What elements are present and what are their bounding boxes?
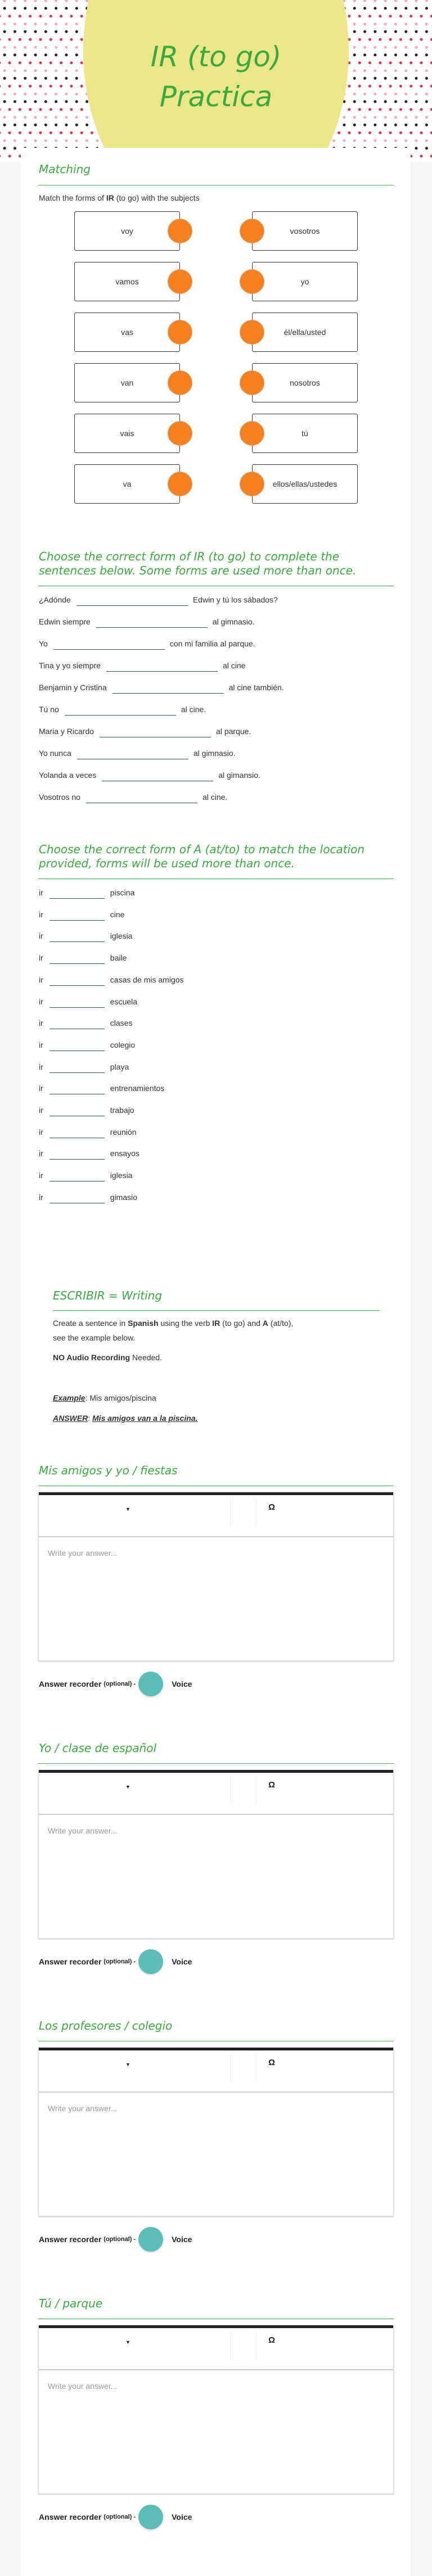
recorder-optional: (optional) - <box>104 2514 136 2520</box>
verb-label: ir <box>39 1018 43 1028</box>
location-row <box>39 1126 136 1138</box>
answer-blank[interactable] <box>86 791 197 803</box>
answer-recorder <box>39 2505 192 2529</box>
recorder-label: Answer recorder <box>39 1957 102 1966</box>
editor-toolbar <box>39 1770 393 1815</box>
answer-editor[interactable] <box>38 1769 394 1939</box>
example-text: : Mis amigos/piscina <box>85 1393 156 1402</box>
voice-label: Voice <box>172 1679 192 1688</box>
sentence-after: al cine también. <box>228 683 284 692</box>
match-connector-right[interactable] <box>240 219 264 243</box>
sentence-row <box>39 769 260 781</box>
answer-blank[interactable] <box>96 615 208 628</box>
answer-label: ANSWER <box>53 1414 88 1423</box>
answer-text: Mis amigos van a la piscina. <box>92 1414 198 1423</box>
answer-blank[interactable] <box>50 886 105 899</box>
answer-blank[interactable] <box>76 594 188 606</box>
special-character-button[interactable]: Ω <box>268 2335 276 2345</box>
location-label: ensayos <box>110 1149 140 1158</box>
sentence-before: Edwin siempre <box>39 617 91 626</box>
answer-textarea[interactable]: Write your answer... <box>48 1826 118 1835</box>
answer-blank[interactable] <box>50 1017 105 1029</box>
sentence-after: al cine. <box>181 705 206 714</box>
location-label: entrenamientos <box>110 1084 165 1093</box>
sentence-row <box>39 791 227 803</box>
location-row <box>39 952 127 964</box>
sentence-row <box>39 747 236 759</box>
location-label: trabajo <box>110 1106 134 1115</box>
location-row <box>39 930 132 942</box>
match-right-1[interactable]: yo <box>252 262 358 301</box>
verb-label: ir <box>39 975 43 984</box>
recorder-label: Answer recorder <box>39 2235 102 2244</box>
bold-text: Spanish <box>128 1319 159 1328</box>
answer-recorder <box>39 1672 192 1696</box>
answer-blank[interactable] <box>50 1104 105 1116</box>
writing-instruction <box>53 1318 293 1328</box>
answer-blank[interactable] <box>65 703 176 716</box>
verb-label: ir <box>39 1106 43 1115</box>
location-row <box>39 1061 129 1073</box>
location-row <box>39 1082 164 1094</box>
special-character-button[interactable]: Ω <box>268 1502 276 1512</box>
location-row <box>39 908 124 921</box>
location-label: iglesia <box>110 931 133 941</box>
record-button[interactable] <box>138 1672 163 1696</box>
sentence-row <box>39 594 278 606</box>
verb-label: ir <box>39 1149 43 1158</box>
example <box>53 1393 156 1403</box>
sentence-row <box>39 659 245 672</box>
voice-label: Voice <box>172 1957 192 1966</box>
location-row <box>39 1039 135 1051</box>
match-left-1[interactable]: vamos <box>74 262 180 301</box>
sentence-after: con mi familia al parque. <box>169 639 255 648</box>
verb-label: ir <box>39 997 43 1006</box>
match-connector-right[interactable] <box>240 269 264 294</box>
location-row <box>39 1104 134 1116</box>
voice-label: Voice <box>172 2235 192 2244</box>
answer-recorder <box>39 1949 192 1974</box>
fill-ir-heading <box>39 550 356 578</box>
verb-label: ir <box>39 931 43 941</box>
answer-editor[interactable] <box>38 1492 394 1661</box>
special-character-button[interactable]: Ω <box>268 2058 276 2067</box>
answer-blank[interactable] <box>50 1191 105 1203</box>
voice-label: Voice <box>172 2512 192 2521</box>
answer-textarea[interactable]: Write your answer... <box>48 1549 118 1558</box>
bold-text: IR <box>212 1319 220 1328</box>
location-label: escuela <box>110 997 138 1006</box>
answer-editor[interactable] <box>38 2047 394 2216</box>
answer-recorder <box>39 2227 192 2252</box>
match-connector-right[interactable] <box>240 472 264 496</box>
heading-line: provided, forms will be used more than once. <box>39 857 295 870</box>
answer-blank[interactable] <box>106 659 218 672</box>
answer-blank[interactable] <box>100 725 211 737</box>
writing-heading: ESCRIBIR = Writing <box>53 1289 163 1302</box>
recorder-optional: (optional) - <box>104 2236 136 2243</box>
page-title-line1: IR (to go) <box>150 40 282 73</box>
example-label: Example <box>53 1393 86 1402</box>
recorder-optional: (optional) - <box>104 1958 136 1965</box>
match-connector-left[interactable] <box>168 472 192 496</box>
match-left-4[interactable]: vais <box>74 414 180 453</box>
sentence-before: Yolanda a veces <box>39 771 97 780</box>
bold-text: A <box>262 1319 268 1328</box>
recorder-optional: (optional) - <box>104 1681 136 1687</box>
match-right-5[interactable]: ellos/ellas/ustedes <box>252 464 358 504</box>
format-dropdown-icon[interactable]: ▼ <box>125 1784 130 1790</box>
editor-toolbar <box>39 2048 393 2093</box>
location-label: baile <box>110 953 127 963</box>
answer-blank[interactable] <box>50 930 105 942</box>
sentence-before: ¿Adónde <box>39 595 71 604</box>
writing-instruction-2: see the example below. <box>53 1333 136 1342</box>
sentence-after: al gimnasio. <box>212 617 255 626</box>
match-connector-left[interactable] <box>168 320 192 345</box>
prompt-title: Yo / clase de español <box>39 1741 157 1755</box>
text: (at/to), <box>268 1319 294 1328</box>
divider <box>38 1763 394 1764</box>
location-label: cine <box>110 909 125 919</box>
instruction-text: Match the forms of <box>39 193 106 202</box>
match-left-0[interactable]: voy <box>74 211 180 251</box>
sentence-before: Tú no <box>39 705 59 714</box>
answer-editor[interactable] <box>38 2325 394 2494</box>
location-label: piscina <box>110 888 135 897</box>
match-connector-left[interactable] <box>168 219 192 243</box>
page-title-line2: Practica <box>159 80 273 113</box>
sentence-before: Tina y yo siempre <box>39 661 101 670</box>
sentence-after: al gimansio. <box>218 771 260 780</box>
special-character-button[interactable]: Ω <box>268 1780 276 1790</box>
answer-blank[interactable] <box>50 952 105 964</box>
location-row <box>39 995 137 1008</box>
sentence-before: Benjamin y Cristina <box>39 683 107 692</box>
toolbar-separator <box>230 1776 231 1804</box>
record-button[interactable] <box>138 2505 163 2529</box>
location-label: gimasio <box>110 1192 138 1202</box>
text: Needed. <box>130 1353 162 1362</box>
verb-label: ir <box>39 1127 43 1137</box>
answer-blank[interactable] <box>50 1126 105 1138</box>
answer-textarea[interactable]: Write your answer... <box>48 2104 118 2113</box>
answer-blank[interactable] <box>50 1061 105 1073</box>
divider <box>53 1310 380 1311</box>
answer-blank[interactable] <box>50 1082 105 1094</box>
header-banner <box>0 0 432 162</box>
match-right-4[interactable]: tú <box>252 414 358 453</box>
match-connector-left[interactable] <box>168 370 192 395</box>
answer-blank[interactable] <box>50 1169 105 1181</box>
sentence-after: Edwin y tú los sábados? <box>192 595 278 604</box>
editor-toolbar <box>39 2325 393 2370</box>
answer-blank[interactable] <box>112 681 224 694</box>
verb-label: ir <box>39 1171 43 1180</box>
sentence-before: Maria y Ricardo <box>39 727 94 736</box>
answer-blank[interactable] <box>50 974 105 986</box>
sentence-after: al cine. <box>202 793 228 802</box>
sentence-after: al gimnasio. <box>193 749 236 758</box>
format-dropdown-icon[interactable]: ▼ <box>125 2062 130 2067</box>
location-label: playa <box>110 1062 129 1071</box>
fill-a-heading <box>39 843 364 871</box>
answer-blank[interactable] <box>50 995 105 1008</box>
match-right-3[interactable]: nosotros <box>252 363 358 402</box>
verb-label: ir <box>39 1192 43 1202</box>
answer-textarea[interactable]: Write your answer... <box>48 2382 118 2391</box>
prompt-title: Tú / parque <box>39 2297 103 2310</box>
location-row <box>39 1147 140 1160</box>
recorder-label: Answer recorder <box>39 1679 102 1688</box>
toolbar-separator <box>230 1498 231 1527</box>
match-right-0[interactable]: vosotros <box>252 211 358 251</box>
no-audio-note <box>53 1352 162 1362</box>
sentence-before: Yo nunca <box>39 749 71 758</box>
text: using the verb <box>158 1319 213 1328</box>
answer-blank[interactable] <box>102 769 213 781</box>
match-connector-right[interactable] <box>240 421 264 446</box>
sentence-row <box>39 703 206 716</box>
sentence-after: al parque. <box>216 727 251 736</box>
verb-label: ir <box>39 888 43 897</box>
heading-line: sentences below. Some forms are used more than once. <box>39 564 357 577</box>
instruction-text: (to go) with the subjects <box>114 193 200 202</box>
sentence-row <box>39 725 251 737</box>
location-row <box>39 1191 137 1203</box>
verb-label: ir <box>39 1062 43 1071</box>
instruction-bold: IR <box>106 193 114 202</box>
match-connector-left[interactable] <box>168 421 192 446</box>
heading-line: Choose the correct form of A (at/to) to match the location <box>39 843 365 856</box>
text: Create a sentence in <box>53 1319 128 1328</box>
bold-text: NO Audio Recording <box>53 1353 130 1362</box>
answer-blank[interactable] <box>50 1039 105 1051</box>
location-row <box>39 886 134 899</box>
matching-heading: Matching <box>39 162 91 176</box>
sentence-after: al cine <box>222 661 246 670</box>
verb-label: ir <box>39 1084 43 1093</box>
match-left-3[interactable]: van <box>74 363 180 402</box>
sentence-before: Vosotros no <box>39 793 80 802</box>
location-row <box>39 974 184 986</box>
location-row <box>39 1169 132 1181</box>
match-connector-right[interactable] <box>240 370 264 395</box>
recorder-label: Answer recorder <box>39 2512 102 2521</box>
match-connector-right[interactable] <box>240 320 264 345</box>
verb-label: ir <box>39 1040 43 1049</box>
location-label: clases <box>110 1018 133 1028</box>
record-button[interactable] <box>138 1949 163 1974</box>
match-right-2[interactable]: él/ella/usted <box>252 313 358 352</box>
sentence-before: Yo <box>39 639 48 648</box>
location-label: casas de mis amigos <box>110 975 184 984</box>
toolbar-separator <box>230 2331 231 2360</box>
verb-label: ir <box>39 953 43 963</box>
answer-blank[interactable] <box>77 747 188 759</box>
location-label: colegio <box>110 1040 136 1049</box>
sentence-row <box>39 637 255 650</box>
location-row <box>39 1017 132 1029</box>
example-answer: ANSWER: Mis amigos van a la piscina. <box>53 1414 198 1423</box>
format-dropdown-icon[interactable]: ▼ <box>125 1506 130 1512</box>
answer-blank[interactable] <box>50 1147 105 1160</box>
text: (to go) and <box>220 1319 263 1328</box>
location-label: iglesia <box>110 1171 133 1180</box>
editor-toolbar <box>39 1492 393 1537</box>
match-connector-left[interactable] <box>168 269 192 294</box>
answer-blank[interactable] <box>50 908 105 921</box>
record-button[interactable] <box>138 2227 163 2252</box>
heading-line: Choose the correct form of IR (to go) to complete the <box>39 550 340 563</box>
match-left-2[interactable]: vas <box>74 313 180 352</box>
format-dropdown-icon[interactable]: ▼ <box>125 2339 130 2345</box>
matching-instruction <box>39 193 200 203</box>
match-left-5[interactable]: va <box>74 464 180 504</box>
prompt-title: Los profesores / colegio <box>39 2019 173 2032</box>
toolbar-separator <box>230 2054 231 2082</box>
location-label: reunión <box>110 1127 137 1137</box>
verb-label: ir <box>39 909 43 919</box>
answer-blank[interactable] <box>53 637 165 650</box>
sentence-row <box>39 615 255 628</box>
prompt-title: Mis amigos y yo / fiestas <box>39 1464 178 1477</box>
sentence-row <box>39 681 284 694</box>
